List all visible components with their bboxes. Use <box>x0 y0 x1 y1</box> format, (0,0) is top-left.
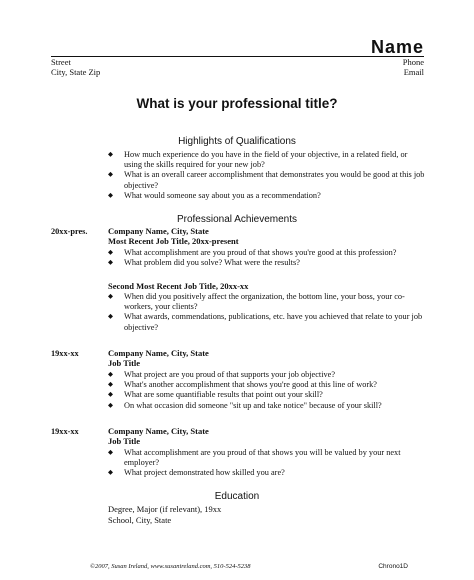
list-item: ◆ What would someone say about you as a recommendation? <box>108 190 321 200</box>
diamond-bullet-icon: ◆ <box>108 313 113 321</box>
list-item: ◆ What project are you proud of that supports your job objective? <box>108 370 336 379</box>
education-details <box>108 504 221 525</box>
list-item: ◆ On what occasion did someone "sit up and take notice" because of your skill? <box>108 400 382 410</box>
list-item: ◆ What awards, commendations, publications, etc. have you achieved that relate to your job objective? <box>108 312 423 332</box>
list-item: ◆ How much experience do you have in the field of your objective, in a related field, or using the skills required for your new job? <box>108 150 408 170</box>
job-title: Most Recent Job Title, 20xx-present <box>108 236 239 247</box>
diamond-bullet-icon: ◆ <box>108 249 113 256</box>
city-state-zip: City, State Zip <box>51 67 101 77</box>
achievements-heading: Professional Achievements <box>176 214 298 225</box>
email: Email <box>403 67 424 77</box>
degree: Degree, Major (if relevant), 19xx <box>108 504 222 514</box>
list-item: ◆ What are some quantifiable results that point out your skill? <box>108 390 323 400</box>
street: Street <box>51 57 71 67</box>
list-item: ◆ What accomplishment are you proud of that shows you will be valued by your next employer? <box>108 448 401 468</box>
diamond-bullet-icon: ◆ <box>108 293 113 300</box>
list-item: ◆ What is an overall career accomplishment that demonstrates you would be good at this job objective? <box>108 170 425 190</box>
position-date: 19xx-xx <box>51 427 79 436</box>
diamond-bullet-icon: ◆ <box>108 381 113 389</box>
position-header <box>108 348 209 369</box>
diamond-bullet-icon: ◆ <box>108 151 113 158</box>
list-item: ◆ What problem did you solve? What were the results? <box>108 258 300 268</box>
candidate-name: Name <box>370 37 424 57</box>
contact-info <box>403 57 424 77</box>
diamond-bullet-icon: ◆ <box>108 191 113 199</box>
highlights-list <box>108 150 426 201</box>
company-name: Company Name, City, State <box>108 426 209 436</box>
copyright-footer: ©2007, Susan Ireland, www.susanireland.com, 510-524-5238 <box>90 563 251 570</box>
position-bullets <box>108 370 426 411</box>
position-bullets <box>108 292 426 333</box>
phone: Phone <box>402 57 424 67</box>
position-bullets <box>108 448 426 479</box>
diamond-bullet-icon: ◆ <box>108 371 113 378</box>
position-date: 20xx-pres. <box>51 227 88 236</box>
list-item: ◆ What's another accomplishment that shows you're good at this line of work? <box>108 380 377 390</box>
diamond-bullet-icon: ◆ <box>108 391 113 399</box>
professional-title: What is your professional title? <box>136 96 338 111</box>
company-name: Company Name, City, State <box>108 226 209 236</box>
school: School, City, State <box>108 514 172 525</box>
diamond-bullet-icon: ◆ <box>108 449 113 456</box>
diamond-bullet-icon: ◆ <box>108 171 113 179</box>
template-code: Chrono1D <box>378 563 408 570</box>
contact-address <box>51 57 100 77</box>
diamond-bullet-icon: ◆ <box>108 469 113 477</box>
company-name: Company Name, City, State <box>108 348 209 358</box>
job-title: Second Most Recent Job Title, 20xx-xx <box>108 281 249 291</box>
diamond-bullet-icon: ◆ <box>108 259 113 267</box>
education-heading: Education <box>214 491 260 502</box>
highlights-heading: Highlights of Qualifications <box>178 136 296 147</box>
header-rule <box>51 56 424 57</box>
list-item: ◆ What accomplishment are you proud of that shows you're good at this profession? <box>108 248 397 257</box>
position-header <box>108 226 239 247</box>
position-bullets <box>108 248 426 268</box>
diamond-bullet-icon: ◆ <box>108 401 113 409</box>
job-title: Job Title <box>108 436 141 447</box>
job-title: Job Title <box>108 358 141 369</box>
list-item: ◆ When did you positively affect the organization, the bottom line, your boss, your co-workers, your clients? <box>108 292 405 312</box>
position-header <box>108 426 209 447</box>
list-item: ◆ What project demonstrated how skilled you are? <box>108 468 285 478</box>
position-date: 19xx-xx <box>51 349 79 358</box>
